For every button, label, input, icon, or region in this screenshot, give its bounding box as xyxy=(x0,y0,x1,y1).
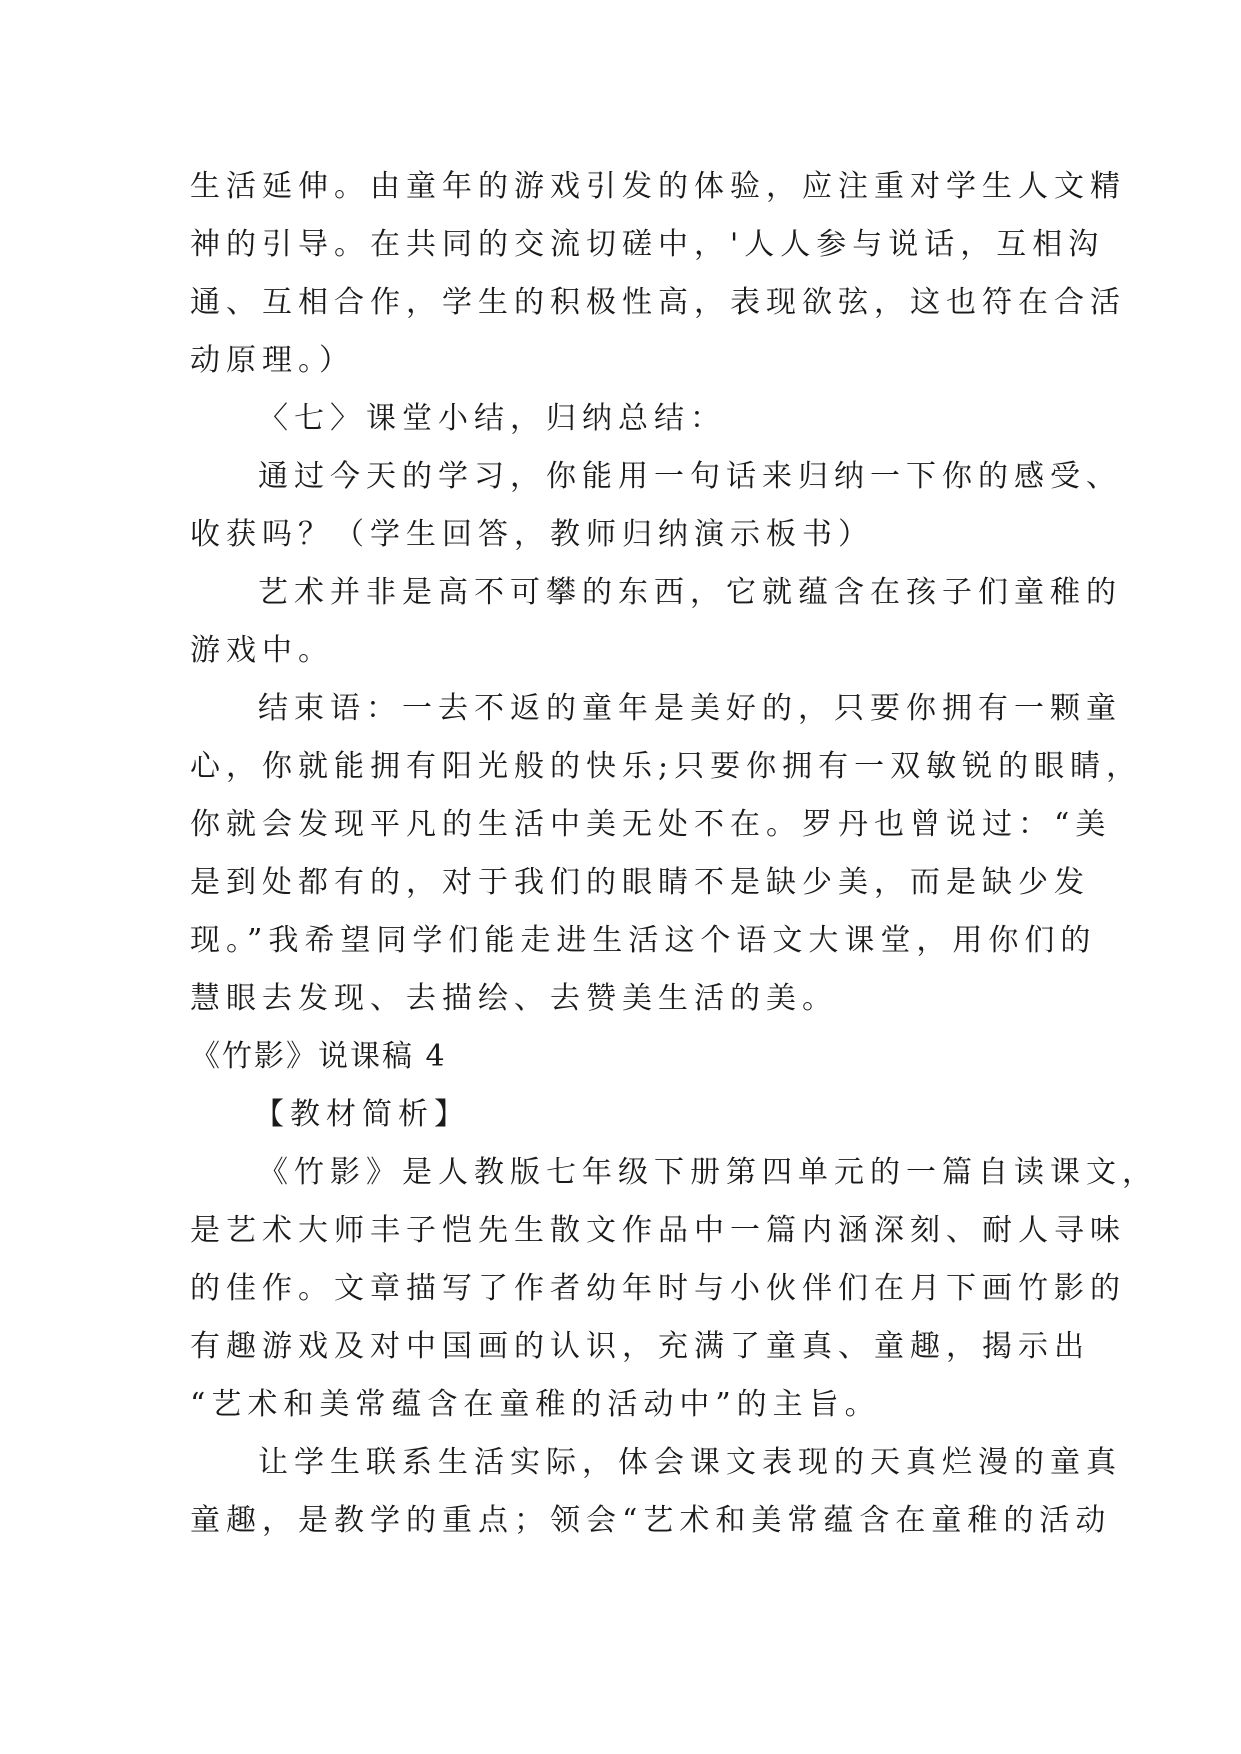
paragraph-line: 通过今天的学习，你能用一句话来归纳一下你的感受、 xyxy=(258,459,1122,494)
section-heading: 〈七〉课堂小结，归纳总结： xyxy=(258,401,726,436)
paragraph-line: 现。”我希望同学们能走进生活这个语文大课堂，用你们的 xyxy=(190,923,1097,958)
paragraph-line: 慧眼去发现、去描绘、去赞美生活的美。 xyxy=(190,981,838,1016)
paragraph-line: 你就会发现平凡的生活中美无处不在。罗丹也曾说过：“美 xyxy=(190,807,1112,842)
paragraph-line: 心，你就能拥有阳光般的快乐;只要你拥有一双敏锐的眼睛， xyxy=(190,749,1143,784)
document-body xyxy=(190,158,1158,1550)
paragraph-line: 让学生联系生活实际，体会课文表现的天真烂漫的童真 xyxy=(258,1445,1122,1480)
paragraph-line: 结束语：一去不返的童年是美好的，只要你拥有一颗童 xyxy=(258,691,1122,726)
section-heading: 【教材简析】 xyxy=(254,1097,470,1132)
paragraph-line: 神的引导。在共同的交流切磋中，'人人参与说话，互相沟 xyxy=(190,227,1105,262)
paragraph-line: 通、互相合作，学生的积极性高，表现欲弦，这也符在合活 xyxy=(190,285,1126,320)
paragraph-line: 是到处都有的，对于我们的眼睛不是缺少美，而是缺少发 xyxy=(190,865,1090,900)
document-title: 《竹影》说课稿 4 xyxy=(190,1039,447,1074)
paragraph-line: 收获吗？（学生回答，教师归纳演示板书） xyxy=(190,517,874,552)
paragraph-line: 《竹影》是人教版七年级下册第四单元的一篇自读课文， xyxy=(258,1155,1158,1190)
paragraph-line: 动原理。） xyxy=(190,343,355,378)
paragraph-line: 有趣游戏及对中国画的认识，充满了童真、童趣，揭示出 xyxy=(190,1329,1090,1364)
paragraph-line: 的佳作。文章描写了作者幼年时与小伙伴们在月下画竹影的 xyxy=(190,1271,1126,1306)
paragraph-line: 童趣，是教学的重点；领会“艺术和美常蕴含在童稚的活动 xyxy=(190,1503,1112,1538)
paragraph-line: “艺术和美常蕴含在童稚的活动中”的主旨。 xyxy=(190,1387,881,1422)
paragraph-line: 是艺术大师丰子恺先生散文作品中一篇内涵深刻、耐人寻味 xyxy=(190,1213,1126,1248)
paragraph-line: 艺术并非是高不可攀的东西，它就蕴含在孩子们童稚的 xyxy=(258,575,1122,610)
paragraph-line: 生活延伸。由童年的游戏引发的体验，应注重对学生人文精 xyxy=(190,169,1126,204)
paragraph-line: 游戏中。 xyxy=(190,633,334,668)
